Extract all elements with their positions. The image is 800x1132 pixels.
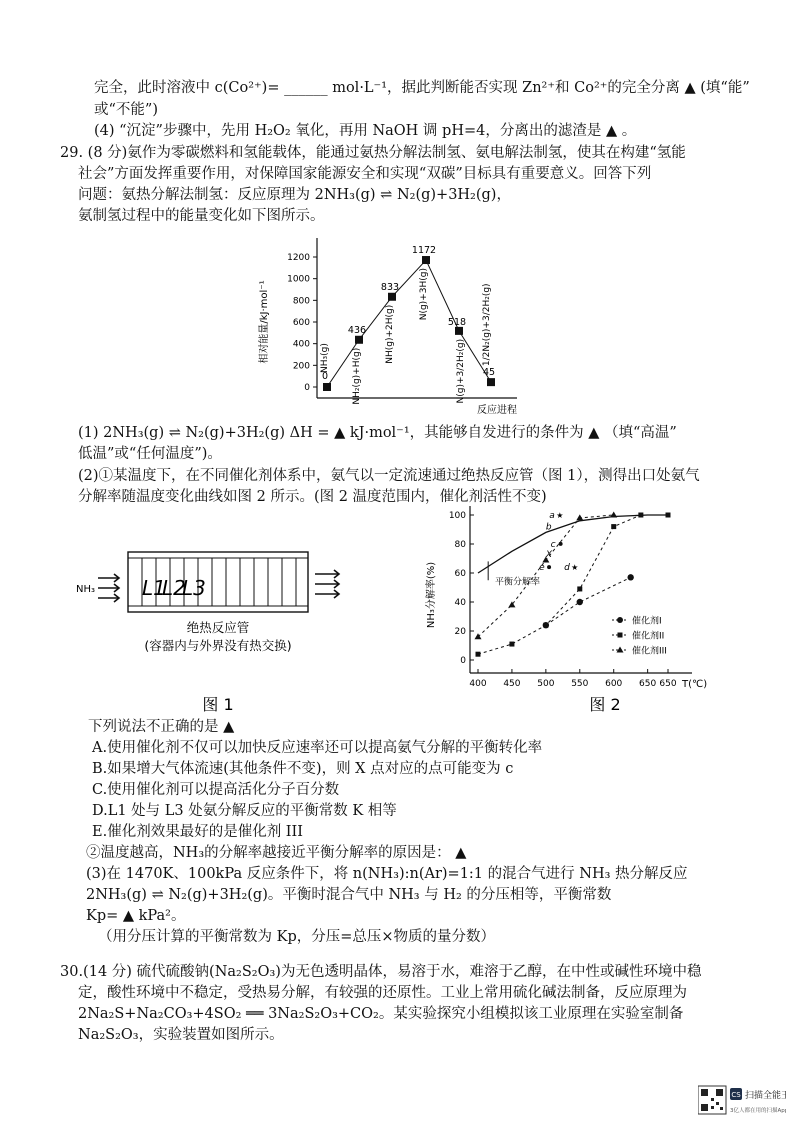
legend-marker [617,617,623,623]
chart-ytick-label: 80 [454,540,466,550]
energy-value-label: 45 [482,367,496,379]
energy-ytick-label: 600 [292,318,310,328]
catalyst-2-point [509,642,514,647]
legend-label: 催化剂I [632,616,662,627]
legend-label: 催化剂III [632,646,667,657]
svg-text:CS: CS [731,1091,741,1099]
q29-p2a: (2)①某温度下，在不同催化剂体系中，氨气以一定流速通过绝热反应管（图 1），测得出口处氨气 [78,468,700,484]
energy-ylabel: 相对能量/kJ·mol⁻¹ [259,280,270,364]
catalyst-3-point [475,633,482,639]
energy-point [355,336,363,344]
option-D: D.L1 处与 L3 处氨分解反应的平衡常数 K 相等 [92,803,397,819]
energy-species-label: NH(g)+2H(g) [385,304,395,364]
option-A: A.使用催化剂不仅可以加快反应速率还可以提高氨气分解的平衡转化率 [92,740,543,756]
annotation-X: X [545,550,553,561]
q29-p2b: 分解率随温度变化曲线如图 2 所示。(图 2 温度范围内，催化剂活性不变) [78,489,547,505]
q28-line3: (4) “沉淀”步骤中，先用 H₂O₂ 氧化，再用 NaOH 调 pH=4，分离出的滤渣是 ▲ 。 [94,123,637,139]
brand-sub: 3亿人都在用的扫描App [730,1108,786,1114]
option-B: B.如果增大气体流速(其他条件不变)，则 X 点对应的点可能变为 c [92,761,514,777]
energy-ytick-label: 200 [292,361,310,372]
figure-1-caption: 图 1 [202,695,234,714]
catalyst-2-point [543,623,548,628]
catalyst-3-point [576,514,583,520]
chart-ytick-label: 60 [454,569,466,579]
q29-p2c: ②温度越高，NH₃的分解率越接近平衡分解率的原因是： ▲ [86,845,467,861]
energy-point [323,383,331,391]
chart-xtick-label: 400 [469,679,487,689]
annotation-a: a [549,510,555,521]
reactor-subtitle: (容器内与外界没有热交换) [144,638,292,653]
option-C: C.使用催化剂可以提高活化分子百分数 [92,782,340,798]
energy-xlabel: 反应进程 [477,405,517,416]
energy-species-label: N(g)+3/2H₂(g) [456,338,466,404]
q29-intro-3: 问题：氨热分解法制氢：反应原理为 2NH₃(g) ⇌ N₂(g)+3H₂(g)， [78,187,511,203]
q28-line2: 或“不能”) [94,102,158,118]
energy-point [487,378,495,386]
chart-xtick-label: 450 [503,679,521,689]
energy-point [422,256,430,264]
q29-p1b: 低温”或“任何温度”)。 [78,446,222,462]
annotation-d: d [564,563,570,574]
energy-point [388,293,396,301]
annotation-b: b [545,522,552,533]
catalyst-2-point [577,586,582,591]
energy-point [455,327,463,335]
label-L1: L1 [142,576,166,600]
annotation-c: c [550,539,556,550]
q29-p3b: 2NH₃(g) ⇌ N₂(g)+3H₂(g)。平衡时混合气中 NH₃ 与 H₂ 的分压相等，平衡常数 [86,887,612,903]
scanner-watermark [698,1084,786,1118]
q29-p1a: (1) 2NH₃(g) ⇌ N₂(g)+3H₂(g) ΔH = ▲ kJ·mol⁻¹，其能够自发进行的条件为 ▲ （填“高温” [78,425,677,441]
label-L3: L3 [182,576,206,600]
q29-p3c: Kp= ▲ kPa²。 [86,908,186,924]
chart-xtick-label: 500 [537,679,555,689]
chart-ytick-label: 20 [454,627,466,637]
energy-species-label: N(g)+3H(g) [419,268,429,321]
chart-ytick-label: 40 [454,598,466,608]
energy-ytick-label: 1000 [287,274,310,285]
q30-line4: Na₂S₂O₃，实验装置如图所示。 [78,1027,284,1043]
q29-intro-4: 氨制氢过程中的能量变化如下图所示。 [78,208,325,224]
energy-ytick-label: 1200 [287,253,310,263]
figure-2-caption: 图 2 [589,695,621,714]
chart-xlabel: T(℃) [682,679,708,690]
chart-xtick-label: 600 [605,679,623,689]
chart-ytick-label: 0 [460,656,466,666]
catalyst-2-point [611,524,616,529]
energy-value-label: 436 [347,324,367,336]
equilibrium-label: 平衡分解率 [494,577,540,588]
chart-ylabel: NH₃分解率(%) [426,561,437,629]
annotation-marker: ★ [556,510,564,520]
annotation-marker [547,565,551,569]
q28-line1: 完全，此时溶液中 c(Co²⁺)= ______ mol·L⁻¹，据此判断能否实现 Zn²⁺和 Co²⁺的完全分离 ▲ (填“能” [94,80,750,96]
catalyst-2-point [666,513,671,518]
q29-p3a: (3)在 1470K、100kPa 反应条件下，将 n(NH₃):n(Ar)=1:1 的混合气进行 NH₃ 热分解反应 [86,866,688,882]
energy-ytick-label: 400 [292,339,310,350]
energy-species-label: NH₃(g) [320,343,330,373]
chart-xtick-label: 650 [639,679,657,689]
q30-line2: 定，酸性环境中不稳定，受热易分解，有较强的还原性。工业上常用硫化碱法制备，反应原理为 [78,985,687,1001]
chart-ytick-label: 100 [448,511,466,521]
catalyst-1-point [577,599,583,605]
legend-marker [618,633,623,638]
energy-value-label: 833 [380,281,400,293]
energy-diagram [255,232,520,420]
q29-ask: 下列说法不正确的是 ▲ [88,719,235,735]
reactor-title: 绝热反应管 [186,620,250,635]
annotation-marker [559,542,563,546]
legend-label: 催化剂II [632,631,665,642]
energy-value-label: 518 [447,316,467,328]
energy-ytick-label: 800 [292,296,310,307]
label-L2: L2 [162,576,186,600]
figure-1-reactor [70,540,360,720]
energy-value-label: 0 [321,371,329,382]
annotation-marker: ★ [571,563,579,573]
q29-intro-1: 29. (8 分)氨作为零碳燃料和氢能载体，能通过氨热分解法制氢、氨电解法制氢，使其在构建“氢能 [60,145,686,161]
catalyst-3-line [478,515,614,637]
catalyst-1-point [627,574,633,580]
figure-2-chart [420,500,710,715]
energy-ytick-label: 0 [304,383,310,393]
energy-value-label: 1172 [411,245,437,257]
energy-species-label: 1/2N₂(g)+3/2H₂(g) [482,283,492,367]
energy-species-label: NH₂(g)+H(g) [352,347,362,405]
catalyst-3-point [610,512,617,518]
q30-line3: 2Na₂S+Na₂CO₃+4SO₂ ══ 3Na₂S₂O₃+CO₂。某实验探究小组模拟该工业原理在实验室制备 [78,1006,684,1022]
q30-line1: 30.(14 分) 硫代硫酸钠(Na₂S₂O₃)为无色透明晶体，易溶于水，难溶于乙醇，在中性或碱性环境中稳 [60,964,702,980]
q29-intro-2: 社会”方面发挥重要作用，对保障国家能源安全和实现“双碳”目标具有重要意义。回答下列 [78,166,652,182]
chart-xtick-label: 650 [659,679,677,689]
chart-xtick-label: 550 [571,679,589,689]
option-E: E.催化剂效果最好的是催化剂 III [92,824,303,840]
q29-p3d: （用分压计算的平衡常数为 Kp，分压=总压×物质的量分数） [98,929,496,945]
catalyst-2-point [638,513,643,518]
catalyst-2-point [476,652,481,657]
annotation-e: e [539,563,545,574]
nh3-inlet-label: NH₃ [76,584,96,595]
brand-name: 扫描全能王 [745,1091,786,1101]
